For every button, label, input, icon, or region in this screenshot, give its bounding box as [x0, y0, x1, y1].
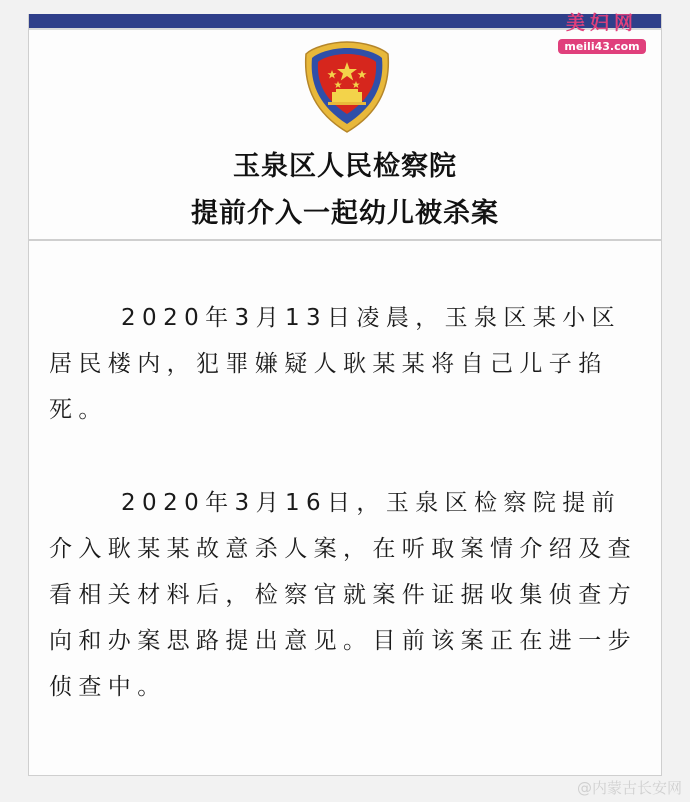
procuratorate-emblem-icon: [302, 40, 392, 134]
notice-card: [28, 14, 662, 776]
page-title-line2: 提前介入一起幼儿被杀案: [191, 198, 499, 229]
divider: [29, 239, 661, 241]
watermark-site-name: 美妇网: [565, 12, 638, 34]
paragraph: 2020年3月13日凌晨，玉泉区某小区居民楼内，犯罪嫌疑人耿某某将自己儿子掐死。: [49, 305, 622, 423]
watermark-source: @内蒙古长安网: [576, 779, 682, 797]
page-title-line1: 玉泉区人民检察院: [233, 151, 457, 182]
watermark-logo: [532, 8, 672, 54]
paragraph: 2020年3月16日，玉泉区检察院提前介入耿某某故意杀人案，在听取案情介绍及查看相关材料后，检察官就案件证据收集侦查方向和办案思路提出意见。目前该案正在进一步侦查中。: [49, 490, 637, 700]
watermark-url: meili43.com: [558, 39, 645, 54]
